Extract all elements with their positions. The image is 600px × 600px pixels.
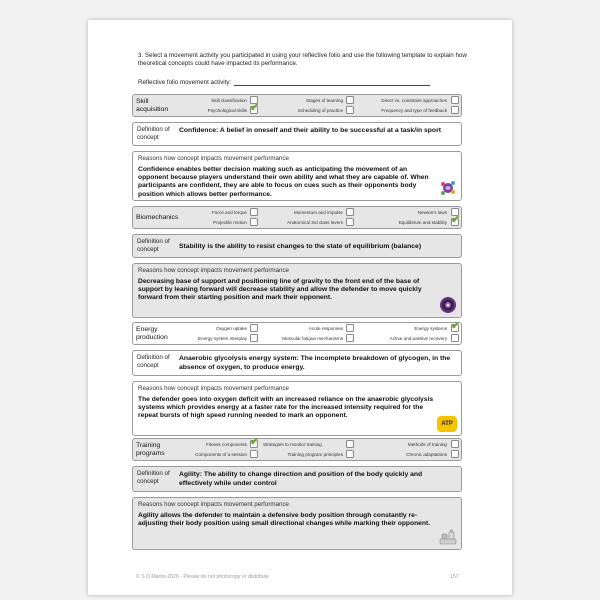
option-label: Projectile motion — [213, 220, 247, 225]
reasons-text: The defender goes into oxygen deficit with an increased reliance on the anaerobic glycolysis systems which provides energy at a faster rate for the increased intensity required for the repeat bursts of high speed running needed to mark an opponent. — [138, 396, 434, 420]
option-label: Frequency and type of feedback — [381, 108, 447, 113]
option-label: Strategies to monitor training — [263, 442, 322, 447]
definition-box[interactable] — [132, 122, 462, 146]
option-label: Oxygen uptake — [216, 326, 247, 331]
option-label: Muscular fatigue mechanisms — [282, 336, 343, 341]
reasons-box[interactable] — [132, 381, 462, 436]
option-checkbox[interactable] — [451, 450, 459, 458]
reasons-text: Confidence enables better decision making such as anticipating the movement of an opponent because players understand their own ability and what they are capable of. When participants are confident, they are able to focus on cues such as their opponents body position which allows better performance. — [138, 166, 429, 198]
definition-box[interactable] — [132, 466, 462, 492]
definition-text: Anaerobic glycolysis energy system: The incomplete breakdown of glycogen, in the absence of oxygen, to produce energy. — [179, 355, 451, 371]
option-label: Fitness components — [205, 442, 247, 447]
option-label: Acute responses — [308, 326, 343, 331]
option-checkbox[interactable] — [346, 106, 354, 114]
option-checkbox[interactable] — [346, 218, 354, 226]
option-checkbox[interactable] — [250, 218, 258, 226]
category-row — [132, 322, 462, 345]
option-label: Skill classification — [211, 98, 247, 103]
category-label: Skill acquisition — [136, 97, 169, 113]
option-checkbox[interactable] — [451, 334, 459, 342]
category-label: Training programs — [136, 441, 165, 457]
category-label: Biomechanics — [136, 213, 179, 221]
option-checkbox[interactable] — [451, 214, 461, 226]
option-label: Active and passive recovery — [389, 336, 447, 341]
reasons-box[interactable] — [132, 263, 462, 318]
category-label: Energy production — [136, 325, 168, 341]
option-checkbox[interactable] — [451, 440, 459, 448]
option-checkbox[interactable] — [346, 450, 354, 458]
option-checkbox[interactable] — [250, 102, 260, 114]
definition-box[interactable] — [132, 350, 462, 376]
option-checkbox[interactable] — [250, 450, 258, 458]
option-checkbox[interactable] — [250, 334, 258, 342]
option-label: Equilibrium and stability — [398, 220, 447, 225]
definition-label: Definition of concept — [137, 354, 170, 369]
option-label: Direct vs. constraint approaches — [381, 98, 447, 103]
option-checkbox[interactable] — [346, 324, 354, 332]
reasons-text: Decreasing base of support and positioning line of gravity to the front end of the base of support by leaning forward will decrease stability and allow the defender to move quickly forward from their starting position and mark their opponent. — [138, 278, 422, 302]
reasons-label: Reasons how concept impacts movement performance — [138, 385, 289, 392]
definition-box[interactable] — [132, 234, 462, 258]
folio-answer-line[interactable] — [234, 78, 430, 86]
definition-label: Definition of concept — [137, 126, 170, 141]
option-label: Chronic adaptations — [406, 452, 447, 457]
definition-label: Definition of concept — [137, 238, 170, 253]
option-label: Energy systems — [414, 326, 447, 331]
option-checkbox[interactable] — [451, 320, 461, 332]
check-mark-icon: ✔ — [250, 102, 260, 114]
option-checkbox[interactable] — [451, 106, 459, 114]
category-row — [132, 438, 462, 461]
worksheet-page — [88, 20, 512, 595]
option-label: Stages of learning — [305, 98, 343, 103]
page-number: 157 — [450, 574, 459, 580]
reasons-label: Reasons how concept impacts movement performance — [138, 501, 289, 508]
check-mark-icon: ✔ — [451, 320, 461, 332]
reasons-label: Reasons how concept impacts movement performance — [138, 267, 289, 274]
option-label: Momentum and impulse — [293, 210, 343, 215]
check-mark-icon: ✔ — [451, 214, 461, 226]
weights-icon — [439, 528, 457, 546]
category-row — [132, 94, 462, 117]
reasons-box[interactable] — [132, 151, 462, 201]
category-row — [132, 206, 462, 229]
option-label: Psychological skills — [207, 108, 247, 113]
definition-text: Stability is the ability to resist changes to the state of equilibrium (balance) — [179, 243, 422, 250]
reasons-box[interactable] — [132, 497, 462, 550]
check-mark-icon: ✔ — [250, 436, 260, 448]
definition-text: Agility: The ability to change direction and position of the body quickly and effectively while under control — [179, 471, 423, 487]
option-checkbox[interactable] — [346, 208, 354, 216]
brain-splash-icon — [439, 179, 457, 197]
definition-label: Definition of concept — [137, 470, 170, 485]
option-checkbox[interactable] — [250, 324, 258, 332]
option-checkbox[interactable] — [346, 334, 354, 342]
folio-activity-field[interactable] — [138, 78, 468, 86]
option-checkbox[interactable] — [346, 440, 354, 448]
atp-icon-label: ATP — [441, 421, 453, 427]
option-checkbox[interactable] — [250, 208, 258, 216]
option-checkbox[interactable] — [250, 436, 260, 448]
target-icon — [439, 296, 457, 314]
option-label: Energy system interplay — [197, 336, 247, 341]
footer-copyright: © S D Martin 2026 - Please do not photocopy or distribute — [136, 574, 270, 580]
option-label: Anatomical 3rd class levers — [287, 220, 343, 225]
option-label: Components of a session — [195, 452, 247, 457]
option-checkbox[interactable] — [346, 96, 354, 104]
option-label: Methods of training — [407, 442, 447, 447]
option-checkbox[interactable] — [451, 96, 459, 104]
reasons-label: Reasons how concept impacts movement performance — [138, 155, 289, 162]
question-text: 3. Select a movement activity you participated in using your reflective folio and use the following template to explain how theoretical concepts could have impacted its performance. — [138, 52, 467, 67]
atp-icon — [437, 416, 457, 432]
definition-text: Confidence: A belief in oneself and their ability to be successful at a task/in sport — [179, 127, 441, 134]
folio-label: Reflective folio movement activity: — [138, 79, 232, 86]
option-label: Newton's laws — [417, 210, 447, 215]
option-label: Training program principles — [287, 452, 343, 457]
option-label: Scheduling of practice — [297, 108, 343, 113]
option-label: Force and torque — [212, 210, 247, 215]
reasons-text: Agility allows the defender to maintain a defensive body position through constantly re-adjusting their body position using small directional changes while marking their opponent. — [138, 512, 431, 528]
